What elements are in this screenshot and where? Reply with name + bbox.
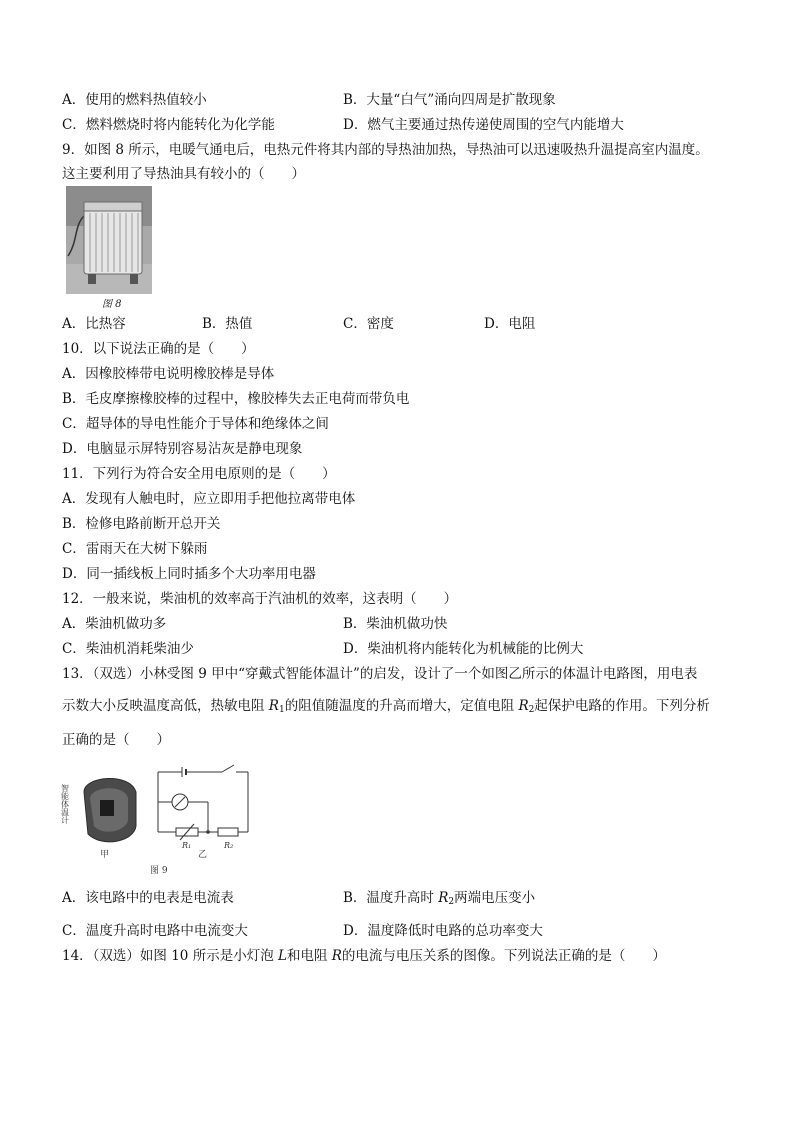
q14-stem [62,947,666,965]
q13-stem-line2 [62,697,710,719]
q8-option-a: A．使用的燃料热值较小 [62,92,207,108]
q13-line2-part3: 起保护电路的作用。下列分析 [534,698,710,714]
q13-option-a: A．该电路中的电表是电流表 [62,890,234,906]
device-label-vertical: 智能体温计 [60,784,70,824]
circuit-r2-label: R₂ [224,841,234,850]
q14-part2: 和电阻 [286,948,332,964]
q8-option-b: B．大量“白气”涌向四周是扩散现象 [343,92,556,108]
q14-part3: 的电流与电压关系的图像。下列说法正确的是（ ） [341,948,666,964]
thermometer-screen [100,800,114,816]
q10-option-c: C．超导体的导电性能介于导体和绝缘体之间 [62,416,329,432]
q8-option-d: D．燃气主要通过热传递使周围的空气内能增大 [343,117,624,133]
q9-stem-line1: 9．如图 8 所示，电暖气通电后，电热元件将其内部的导热油加热，导热油可以迅速吸热升温提高室内温度。 [62,142,709,158]
switch-icon [222,765,234,772]
thermistor-arrow [180,824,194,840]
q12-option-b: B．柴油机做功快 [343,616,448,632]
q13-stem-line1: 13．（双选）小林受图 9 甲中“穿戴式智能体温计”的启发，设计了一个如图乙所示的体温计电路图，用电表 [62,666,698,682]
q13-stem-line3: 正确的是（ ） [62,732,170,748]
q12-option-a: A．柴油机做功多 [62,616,167,632]
q13-option-b [343,889,535,911]
q11-option-d: D．同一插线板上同时插多个大功率用电器 [62,566,316,582]
fixed-resistor-r2 [218,828,238,836]
q10-option-a: A．因橡胶棒带电说明橡胶棒是导体 [62,366,275,382]
r1-subscript: 1 [278,705,285,715]
q10-option-d: D．电脑显示屏特别容易沾灰是静电现象 [62,441,303,457]
q14-part1: 14．（双选）如图 10 所示是小灯泡 [62,948,278,964]
q8-option-c: C．燃料燃烧时将内能转化为化学能 [62,117,275,133]
radiator-top-panel [84,202,142,211]
q9-stem-line2: 这主要利用了导热油具有较小的（ ） [62,166,305,182]
meter-needle [175,797,185,807]
junction-node [206,830,210,834]
q12-option-c: C．柴油机消耗柴油少 [62,641,194,657]
q13-option-b-part1: B．温度升高时 [343,890,439,906]
q11-option-a: A．发现有人触电时，应立即用手把他拉离带电体 [62,491,356,507]
radiator-figure-8 [66,186,152,312]
q9-option-a: A．比热容 [62,316,126,332]
q12-stem: 12．一般来说，柴油机的效率高于汽油机的效率，这表明（ ） [62,591,458,607]
q10-option-b: B．毛皮摩擦橡胶棒的过程中，橡胶棒失去正电荷而带负电 [62,391,410,407]
figure-9-caption: 图 9 [150,866,168,876]
circuit-r1-label: R₁ [182,841,192,850]
oil-radiator-icon [84,202,142,274]
q9-option-d: D．电阻 [484,316,536,332]
r2-symbol: R [518,698,529,714]
q13-option-b-r2-subscript: 2 [448,897,455,907]
q12-option-d: D．柴油机将内能转化为机械能的比例大 [343,641,584,657]
radiator-right-foot [130,274,138,284]
figure-9 [62,762,292,877]
r2-subscript: 2 [528,705,535,715]
figure-8-caption: 图 8 [102,299,122,310]
resistor-symbol-r: R [331,948,342,964]
q11-option-b: B．检修电路前断开总开关 [62,516,221,532]
q13-line2-part1: 示数大小反映温度高低，热敏电阻 [62,698,269,714]
q10-stem: 10．以下说法正确的是（ ） [62,341,255,357]
radiator-left-foot [88,274,96,284]
q13-option-b-part2: 两端电压变小 [454,890,536,906]
r1-symbol: R [268,698,279,714]
q9-option-b: B．热值 [202,316,253,332]
q13-option-c: C．温度升高时电路中电流变大 [62,923,248,939]
q13-option-b-r2-symbol: R [438,890,449,906]
q11-option-c: C．雷雨天在大树下躲雨 [62,541,208,557]
label-yi: 乙 [198,850,208,860]
lamp-symbol-l: L [277,948,287,964]
q13-line2-part2: 的阻值随温度的升高而增大，定值电阻 [284,698,519,714]
q11-stem: 11．下列行为符合安全用电原则的是（ ） [62,466,336,482]
q13-option-d: D．温度降低时电路的总功率变大 [343,923,543,939]
q9-option-c: C．密度 [343,316,394,332]
label-jia: 甲 [100,850,110,860]
